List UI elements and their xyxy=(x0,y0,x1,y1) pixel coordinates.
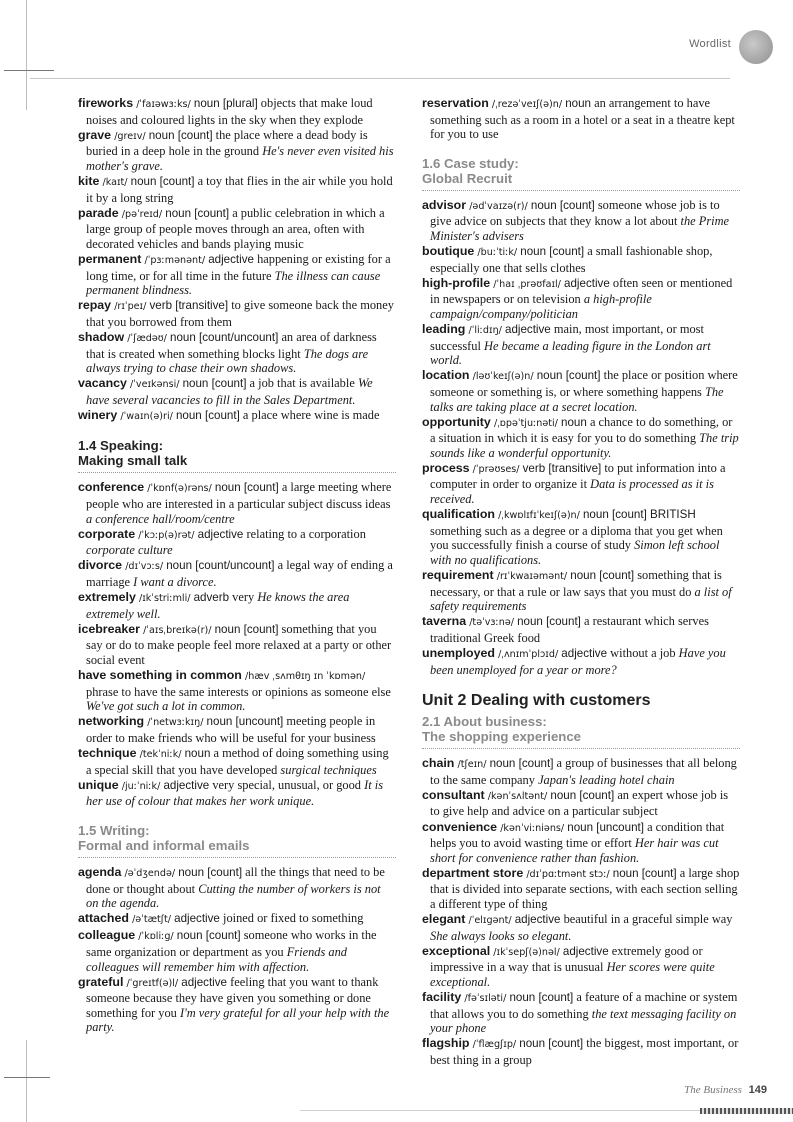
headword: have something in common xyxy=(78,668,242,683)
section-number: 1.6 Case study: xyxy=(422,155,519,171)
example: She always looks so elegant. xyxy=(430,928,572,943)
pronunciation: /ˈelɪgənt/ xyxy=(468,915,512,927)
headword: networking xyxy=(78,714,145,729)
part-of-speech: noun [count] xyxy=(530,198,595,212)
unit-heading: Unit 2 Dealing with customers xyxy=(422,692,651,710)
definition: without a job xyxy=(610,646,676,660)
example: a high-profile campaign/company/politician xyxy=(430,292,652,321)
headword: winery xyxy=(78,407,118,422)
definition: someone who works in the same organization or department as you xyxy=(86,928,377,959)
example: Her scores were quite exceptional. xyxy=(430,960,715,989)
part-of-speech: adjective xyxy=(174,912,220,926)
example: He's never even visited his mother's grave. xyxy=(86,144,394,173)
pronunciation: /ˌkwɒlɪfɪˈkeɪʃ(ə)n/ xyxy=(498,510,580,522)
part-of-speech: adjective xyxy=(181,975,228,989)
headword: divorce xyxy=(78,558,123,573)
dictionary-entry xyxy=(78,590,396,621)
part-of-speech: noun [count] xyxy=(517,615,581,629)
pronunciation: /greɪv/ xyxy=(114,130,146,142)
definition: a large shop that is divided into separate sections, with each section selling a different type of thing xyxy=(430,865,740,912)
page-footer xyxy=(684,1084,767,1096)
part-of-speech: noun [count] xyxy=(520,245,585,259)
headword: extremely xyxy=(78,590,136,605)
part-of-speech: noun xyxy=(561,415,587,429)
section-heading xyxy=(422,156,740,191)
pronunciation: /ˈwaɪn(ə)ri/ xyxy=(120,410,173,422)
top-rule xyxy=(30,78,730,79)
definition: a public celebration in which a large group of people moves through an area, often with decorated vehicles and bands playing music xyxy=(86,205,385,251)
pronunciation: /kənˈviːniəns/ xyxy=(500,822,565,834)
pronunciation: /ɪkˈstriːmli/ xyxy=(138,593,191,605)
dictionary-entry xyxy=(422,912,740,943)
pronunciation: /ˌʌnɪmˈplɔɪd/ xyxy=(498,649,559,660)
part-of-speech: noun xyxy=(565,97,591,110)
section-title: The shopping experience xyxy=(422,729,582,745)
headword: flagship xyxy=(422,1036,470,1051)
dictionary-entry xyxy=(78,96,396,127)
definition: a toy that flies in the air while you hold it by a long string xyxy=(86,173,393,205)
example: the text messaging facility on your phone xyxy=(430,1006,737,1036)
pronunciation: /ˈfaɪəwɜːks/ xyxy=(136,99,191,110)
part-of-speech: noun [count] BRITISH xyxy=(582,508,696,522)
definition: an expert whose job is to give help and advice on a particular subject xyxy=(430,787,729,819)
example: surgical techniques xyxy=(280,762,377,777)
pronunciation: /ˈpɜːmənənt/ xyxy=(144,254,206,266)
dictionary-entry xyxy=(422,415,740,461)
section-title: Global Recruit xyxy=(422,170,513,186)
headword: advisor xyxy=(422,197,467,212)
definition: an arrangement to have something such as a room in a hotel or a seat in a theatre kept for you to use xyxy=(430,96,735,142)
definition: phrase to have the same interests or opinions as someone else xyxy=(86,684,391,699)
part-of-speech: verb [transitive] xyxy=(149,299,229,313)
pronunciation: /kənˈsʌltənt/ xyxy=(487,790,548,802)
dictionary-entry xyxy=(422,322,740,368)
example: corporate culture xyxy=(86,543,173,558)
pronunciation: /ˈveɪkənsi/ xyxy=(130,379,180,391)
crop-mark-top xyxy=(0,0,27,110)
definition: the place where a dead body is buried in a deep hole in the ground xyxy=(86,127,368,159)
headword: unique xyxy=(78,777,119,792)
bottom-registration-bar xyxy=(700,1108,793,1114)
definition: something that you say or do to make people feel more relaxed at a party or other social event xyxy=(86,621,392,667)
headword: permanent xyxy=(78,251,142,266)
part-of-speech: noun [count] xyxy=(612,866,677,880)
pronunciation: /ˈkɔːp(ə)rət/ xyxy=(138,529,195,541)
definition: a method of doing something using a special skill that you have developed xyxy=(86,746,389,777)
pronunciation: /rɪˈpeɪ/ xyxy=(114,301,147,313)
dictionary-entry xyxy=(422,507,740,567)
headword: grave xyxy=(78,127,112,142)
right-column xyxy=(422,96,740,1068)
definition: the biggest, most important, or best thing in a group xyxy=(430,1036,739,1067)
dictionary-entry xyxy=(78,252,396,298)
dictionary-entry xyxy=(78,668,396,714)
pronunciation: /təˈvɜːnə/ xyxy=(469,617,514,629)
part-of-speech: noun [count] xyxy=(536,369,601,383)
part-of-speech: noun [plural] xyxy=(193,97,258,110)
section-title: Formal and informal emails xyxy=(78,837,250,853)
headword: shadow xyxy=(78,329,125,344)
definition: a condition that helps you to avoid wasting time or effort xyxy=(430,819,725,851)
pronunciation: /ˌrezəˈveɪʃ(ə)n/ xyxy=(491,99,563,110)
pronunciation: /dɪˈpɑːtmənt stɔː/ xyxy=(526,868,610,880)
pronunciation: /juːˈniːk/ xyxy=(121,780,161,792)
pronunciation: /ˈprəʊses/ xyxy=(472,463,520,475)
definition: extremely good or impressive in a way that is unusual xyxy=(430,943,703,975)
part-of-speech: adjective xyxy=(564,276,610,290)
left-column xyxy=(78,96,396,1035)
dictionary-entry xyxy=(78,778,396,809)
example: We have several vacancies to fill in the Sales Department. xyxy=(86,376,373,407)
example: He knows the area extremely well. xyxy=(86,590,350,621)
headword: grateful xyxy=(78,974,124,989)
section-number: 1.4 Speaking: xyxy=(78,438,164,454)
example: Friends and colleagues will remember him with affection. xyxy=(86,944,347,974)
part-of-speech: noun [count] xyxy=(178,865,243,879)
headword: department store xyxy=(422,865,524,880)
dictionary-entry xyxy=(422,198,740,244)
dictionary-entry xyxy=(422,756,740,787)
definition: feeling that you want to thank someone because they have given you something or done something for you xyxy=(86,974,379,1020)
section-number: 1.5 Writing: xyxy=(78,822,150,838)
headword: parade xyxy=(78,205,119,220)
dictionary-entry xyxy=(78,298,396,329)
part-of-speech: adverb xyxy=(193,591,230,605)
definition: a small fashionable shop, especially one that sells clothes xyxy=(430,244,713,275)
pronunciation: /ədˈvaɪzə(r)/ xyxy=(469,200,528,212)
definition: a large meeting where people who are interested in a particular subject discuss ideas xyxy=(86,480,392,512)
dictionary-entry xyxy=(78,558,396,589)
definition: beautiful in a graceful simple way xyxy=(563,912,733,927)
part-of-speech: verb [transitive] xyxy=(522,461,602,475)
pronunciation: /ləʊˈkeɪʃ(ə)n/ xyxy=(472,371,534,383)
headword: attached xyxy=(78,911,129,926)
dictionary-entry xyxy=(422,1036,740,1067)
dictionary-entry xyxy=(78,330,396,376)
example: Japan's leading hotel chain xyxy=(538,772,675,787)
pronunciation: /tekˈniːk/ xyxy=(139,749,182,761)
example: I want a divorce. xyxy=(133,575,217,590)
definition: main, most important, or most successful xyxy=(430,322,704,353)
dictionary-entry xyxy=(422,568,740,614)
definition: often seen or mentioned in newspapers or on television xyxy=(430,275,733,307)
dictionary-entry xyxy=(78,622,396,668)
dictionary-entry xyxy=(78,128,396,174)
pronunciation: /buːˈtiːk/ xyxy=(477,247,518,259)
pronunciation: /ˈkɒliːg/ xyxy=(138,931,174,943)
headword: fireworks xyxy=(78,96,134,110)
part-of-speech: noun [count] xyxy=(550,788,615,802)
pronunciation: /pəˈreɪd/ xyxy=(121,208,163,220)
running-head: Wordlist xyxy=(689,38,731,50)
example: Have you been unemployed for a year or more? xyxy=(430,646,726,677)
definition: someone whose job is to give advice on subjects that they know a lot about xyxy=(430,197,720,229)
pronunciation: /kaɪt/ xyxy=(102,176,128,188)
pronunciation: /fəˈsɪləti/ xyxy=(464,993,507,1005)
headword: qualification xyxy=(422,507,495,522)
definition: to put information into a computer in order to organize it xyxy=(430,460,726,492)
example: I'm very grateful for all your help with the party. xyxy=(86,1005,390,1035)
dictionary-entry xyxy=(78,714,396,745)
headword: reservation xyxy=(422,96,489,110)
headword: kite xyxy=(78,173,100,188)
part-of-speech: noun [count] xyxy=(489,757,554,771)
section-heading xyxy=(78,823,396,858)
definition: happening or existing for a long time, or for all time in the future xyxy=(86,251,391,283)
dictionary-entry xyxy=(422,368,740,414)
section-title: Making small talk xyxy=(78,453,188,469)
part-of-speech: adjective xyxy=(197,527,244,541)
dictionary-entry xyxy=(78,480,396,526)
footer-brand: The Business xyxy=(684,1084,742,1096)
dictionary-entry xyxy=(422,461,740,507)
example: It is her use of colour that makes her work unique. xyxy=(86,777,384,809)
part-of-speech: noun [count] xyxy=(519,1037,584,1051)
section-number: 2.1 About business: xyxy=(422,714,547,730)
part-of-speech: adjective xyxy=(514,913,561,927)
example: Simon left school with no qualifications. xyxy=(430,538,720,567)
page-number: 149 xyxy=(748,1084,767,1096)
crop-mark-bottom xyxy=(0,1040,27,1122)
pronunciation: /ˈhaɪ ˌprəʊfaɪl/ xyxy=(493,278,561,290)
dictionary-entry xyxy=(78,975,396,1035)
dictionary-entry xyxy=(78,206,396,252)
definition: a legal way of ending a marriage xyxy=(86,558,393,590)
headword: exceptional xyxy=(422,943,491,958)
dictionary-entry xyxy=(78,527,396,558)
definition: very xyxy=(232,590,255,605)
example: The dogs are always trying to chase their own shadows. xyxy=(86,346,369,376)
dictionary-entry xyxy=(78,865,396,911)
part-of-speech: noun [uncount] xyxy=(206,715,284,729)
part-of-speech: noun [count] xyxy=(175,408,240,422)
definition: very special, unusual, or good xyxy=(212,777,361,792)
dictionary-entry xyxy=(422,990,740,1036)
dictionary-entry xyxy=(78,928,396,974)
example: Her hair was cut short for convenience rather than fashion. xyxy=(430,836,719,865)
definition: a place where wine is made xyxy=(242,407,380,422)
pronunciation: /dɪˈvɔːs/ xyxy=(125,561,164,573)
example: He became a leading figure in the London art world. xyxy=(430,338,711,368)
pronunciation: /ˌɒpəˈtjuːnəti/ xyxy=(493,417,558,429)
section-heading xyxy=(78,438,396,473)
example: a conference hall/room/centre xyxy=(86,511,235,526)
pronunciation: /ˈʃædəʊ/ xyxy=(127,332,167,344)
dictionary-entry xyxy=(78,376,396,407)
dictionary-entry xyxy=(422,866,740,912)
definition: a group of businesses that all belong to the same company xyxy=(430,756,737,787)
pronunciation: /tʃeɪn/ xyxy=(457,759,487,771)
headword: colleague xyxy=(78,928,136,943)
headword: leading xyxy=(422,322,466,337)
part-of-speech: adjective xyxy=(505,323,551,337)
headword: elegant xyxy=(422,912,466,927)
part-of-speech: noun [count] xyxy=(165,206,230,220)
pronunciation: /əˈtætʃt/ xyxy=(132,914,172,926)
part-of-speech: noun [count] xyxy=(214,481,279,495)
headword: high-profile xyxy=(422,275,491,290)
example: The talks are taking place at a secret location. xyxy=(430,384,724,414)
definition: a restaurant which serves traditional Greek food xyxy=(430,614,709,645)
headword: convenience xyxy=(422,819,498,834)
pronunciation: /ˈkɒnf(ə)rəns/ xyxy=(147,483,212,495)
headword: unemployed xyxy=(422,646,495,660)
dictionary-entry xyxy=(422,614,740,645)
headword: process xyxy=(422,460,470,475)
definition: a feature of a machine or system that allows you to do something xyxy=(430,990,738,1021)
part-of-speech: adjective xyxy=(208,252,254,266)
pronunciation: /ˈaɪsˌbreɪkə(r)/ xyxy=(143,624,212,636)
dictionary-entry xyxy=(78,408,396,425)
headword: requirement xyxy=(422,568,494,583)
pronunciation: /əˈdʒendə/ xyxy=(124,867,176,879)
example: Data is processed as it is received. xyxy=(430,477,714,507)
dictionary-entry xyxy=(422,244,740,275)
part-of-speech: noun [count] xyxy=(182,377,247,391)
header-circle-icon xyxy=(739,30,773,64)
definition: meeting people in order to make friends who will be useful for your business xyxy=(86,714,376,745)
example: The illness can cause permanent blindness. xyxy=(86,268,381,298)
part-of-speech: noun [uncount] xyxy=(567,820,644,834)
dictionary-entry xyxy=(422,276,740,322)
definition: something such as a degree or a diploma that you get when you successfully finish a course of study xyxy=(430,523,723,553)
pronunciation: /ɪkˈsepʃ(ə)nəl/ xyxy=(493,946,560,958)
pronunciation: /ˈflægʃɪp/ xyxy=(472,1039,517,1051)
pronunciation: /hæv ˌsʌmθɪŋ ɪn ˈkɒmən/ xyxy=(244,671,366,683)
section-heading xyxy=(422,714,740,749)
bottom-rule xyxy=(300,1110,740,1111)
part-of-speech: noun [count] xyxy=(214,622,279,636)
headword: location xyxy=(422,368,470,383)
definition: a chance to do something, or a situation in which it is easy for you to do something xyxy=(430,414,733,446)
part-of-speech: noun xyxy=(184,747,211,761)
part-of-speech: noun [count] xyxy=(509,991,574,1005)
headword: agenda xyxy=(78,864,122,879)
headword: repay xyxy=(78,298,112,313)
pronunciation: /ˈnetwɜːkɪŋ/ xyxy=(147,717,204,729)
part-of-speech: noun [count] xyxy=(148,128,213,142)
definition: objects that make loud noises and coloured lights in the sky when they explode xyxy=(86,96,373,127)
definition: something that is necessary, or that a rule or law says that you must do xyxy=(430,568,722,599)
part-of-speech: adjective xyxy=(562,944,609,958)
headword: corporate xyxy=(78,526,136,541)
pronunciation: /rɪˈkwaɪəmənt/ xyxy=(496,571,568,583)
headword: conference xyxy=(78,480,145,495)
part-of-speech: noun [count] xyxy=(176,929,241,943)
definition: a job that is available xyxy=(249,376,355,391)
part-of-speech: adjective xyxy=(561,647,608,660)
example: The trip sounds like a wonderful opportunity. xyxy=(430,431,739,460)
example: We've got such a lot in common. xyxy=(86,699,246,714)
definition: the place or position where someone or something is, or where something happens xyxy=(430,368,738,399)
dictionary-entry xyxy=(78,746,396,777)
dictionary-entry xyxy=(422,646,740,677)
dictionary-entry xyxy=(78,174,396,205)
dictionary-entry xyxy=(422,820,740,866)
part-of-speech: noun [count] xyxy=(570,569,635,583)
dictionary-entry xyxy=(422,944,740,990)
definition: an area of darkness that is created when something blocks light xyxy=(86,329,377,361)
part-of-speech: noun [count/uncount] xyxy=(166,559,275,573)
part-of-speech: adjective xyxy=(163,778,210,792)
headword: facility xyxy=(422,990,462,1005)
headword: vacancy xyxy=(78,376,127,391)
dictionary-entry xyxy=(78,911,396,928)
headword: opportunity xyxy=(422,414,491,429)
definition: relating to a corporation xyxy=(246,526,366,541)
pronunciation: /ˈgreɪtf(ə)l/ xyxy=(126,977,179,989)
pronunciation: /ˈliːdɪŋ/ xyxy=(468,325,502,337)
part-of-speech: noun [count] xyxy=(130,174,195,188)
headword: icebreaker xyxy=(78,621,141,636)
part-of-speech: noun [count/uncount] xyxy=(170,330,279,344)
headword: chain xyxy=(422,756,455,771)
headword: boutique xyxy=(422,244,475,259)
headword: consultant xyxy=(422,787,485,802)
example: the Prime Minister's advisers xyxy=(430,214,730,243)
headword: technique xyxy=(78,746,137,761)
definition: joined or fixed to something xyxy=(223,911,364,926)
definition: all the things that need to be done or thought about xyxy=(86,864,385,896)
headword: taverna xyxy=(422,614,467,629)
definition: to give someone back the money that you borrowed from them xyxy=(86,298,394,329)
example: a list of safety requirements xyxy=(430,584,732,614)
example: Cutting the number of workers is not on the agenda. xyxy=(86,881,381,911)
dictionary-entry xyxy=(422,788,740,819)
dictionary-entry xyxy=(422,96,740,142)
